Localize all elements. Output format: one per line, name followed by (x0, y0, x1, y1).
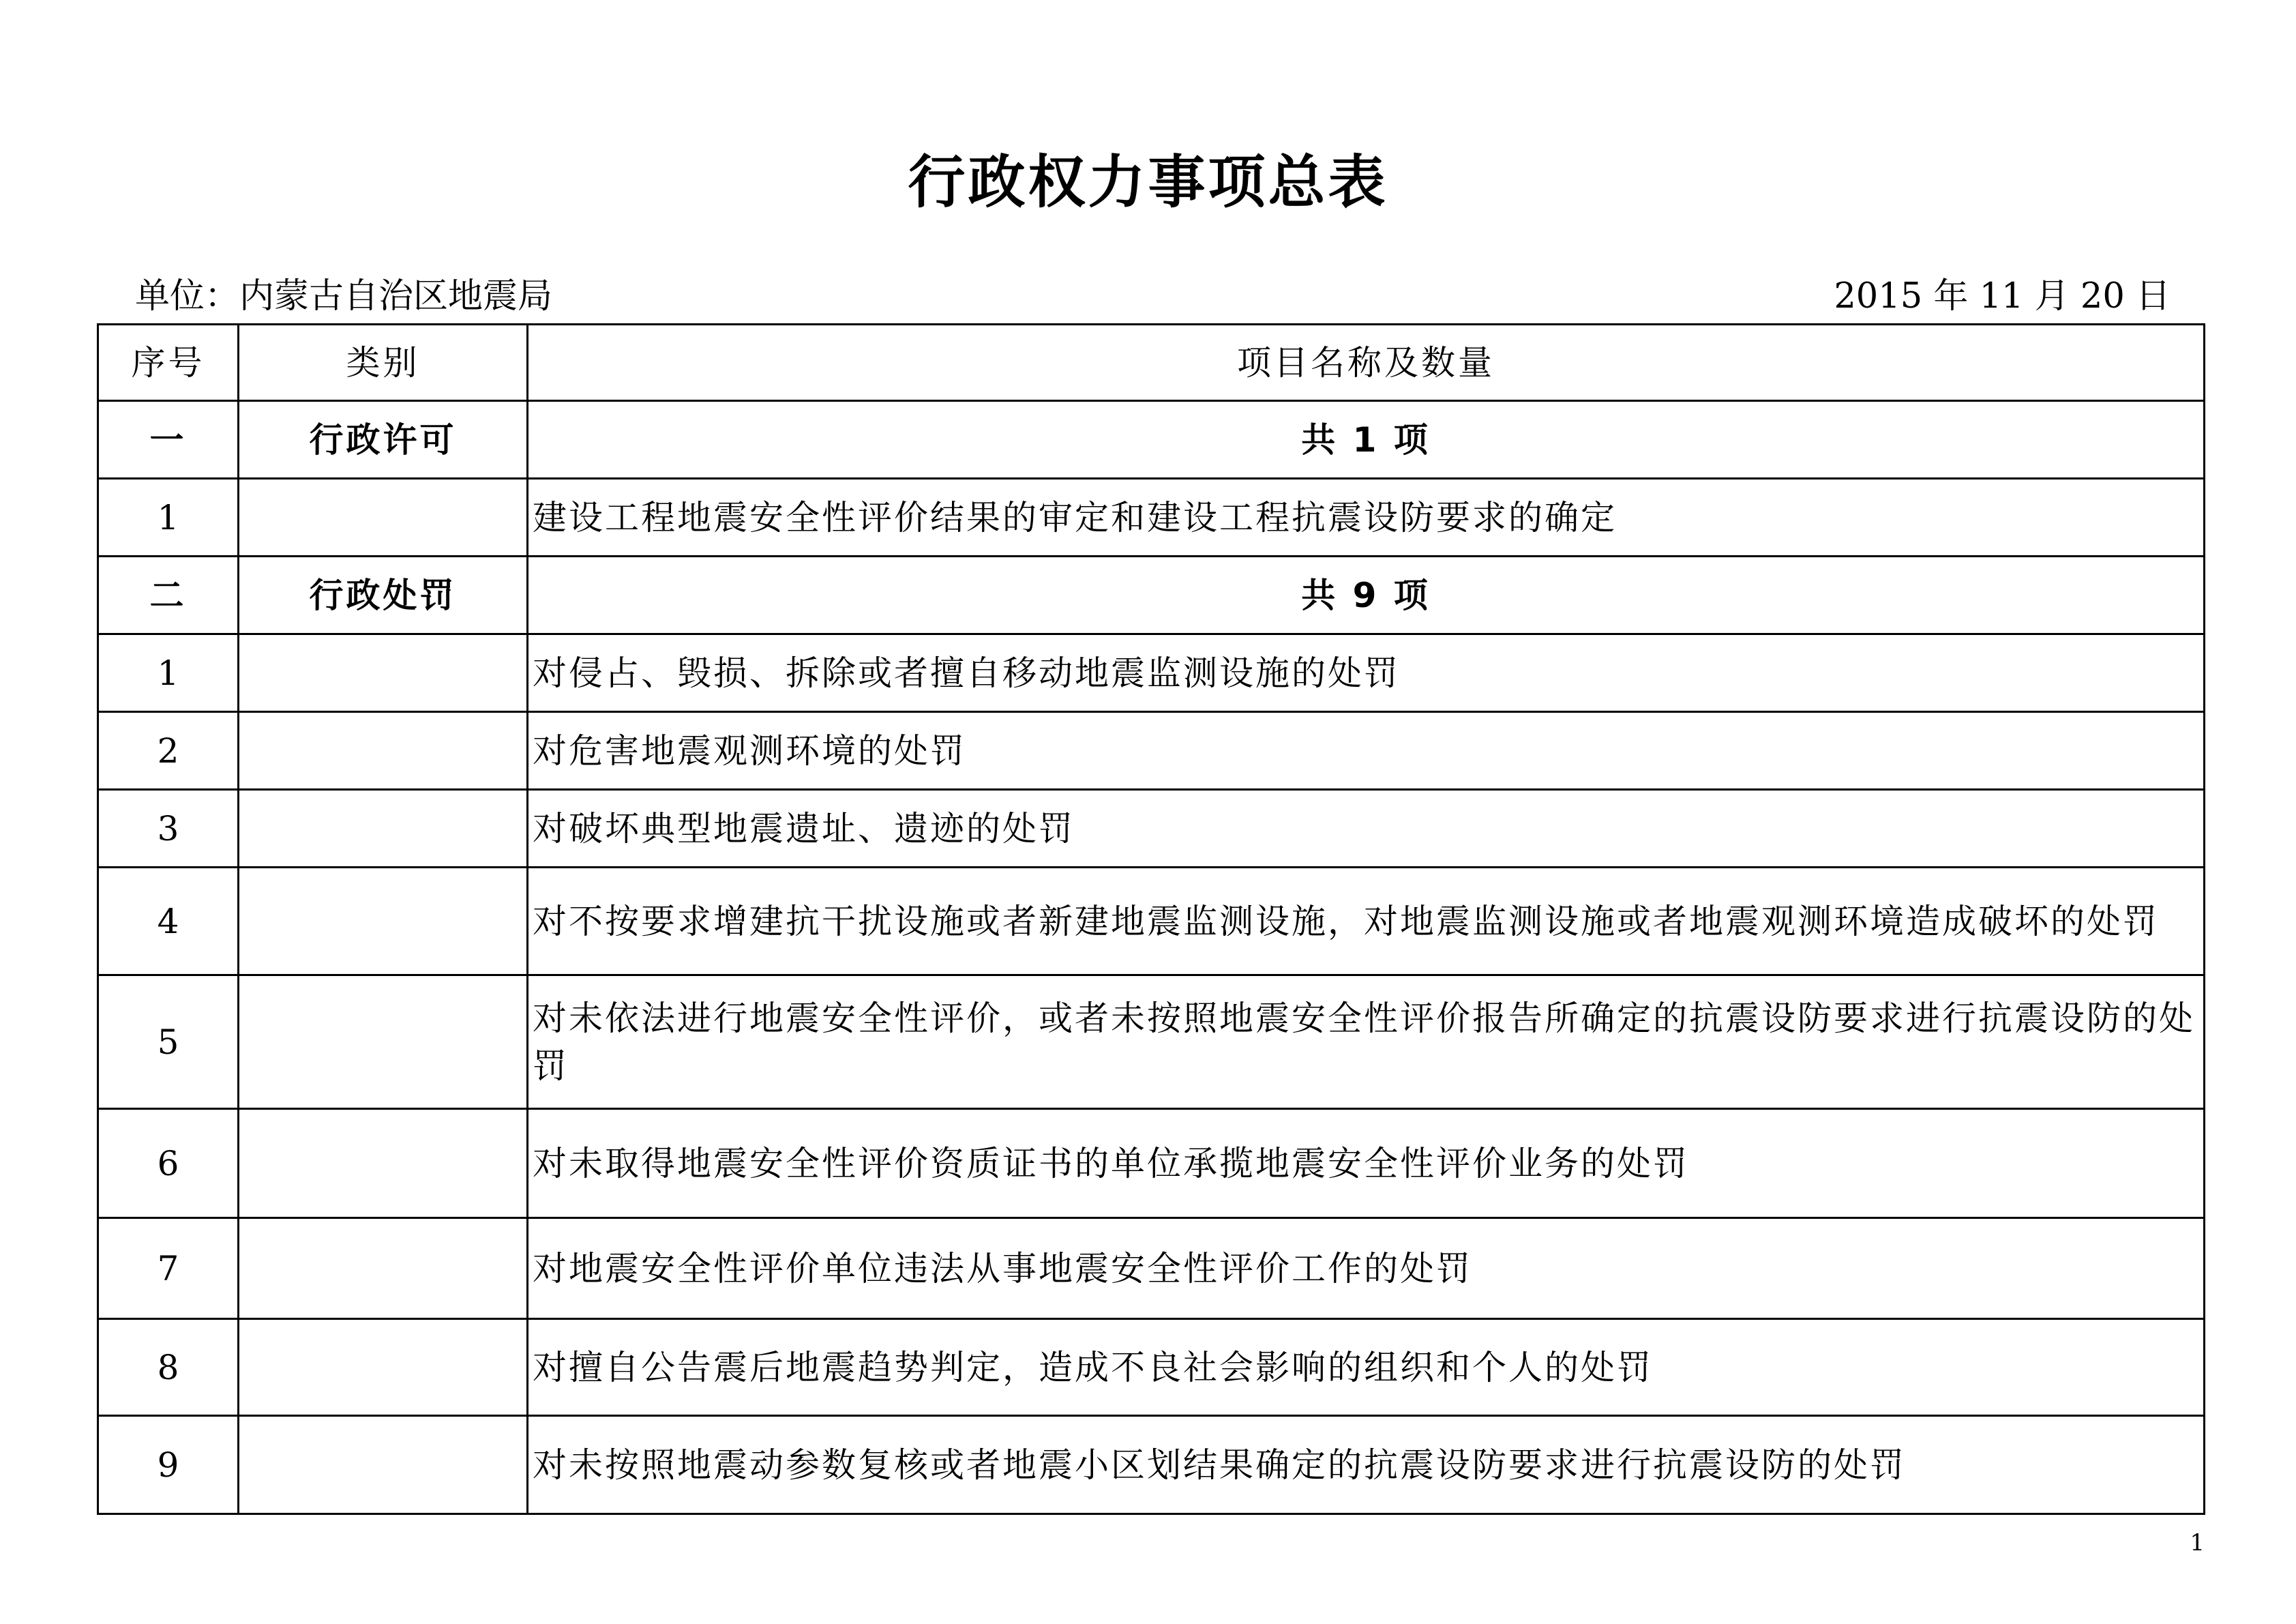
table-row (98, 1319, 2205, 1416)
item-name: 对地震安全性评价单位违法从事地震安全性评价工作的处罚 (528, 1218, 2205, 1319)
item-name: 对不按要求增建抗干扰设施或者新建地震监测设施，对地震监测设施或者地震观测环境造成破坏的处罚 (528, 868, 2205, 975)
item-number: 7 (98, 1218, 239, 1319)
power-items-table (97, 323, 2203, 1515)
item-category-cell (239, 479, 528, 557)
item-name: 对危害地震观测环境的处罚 (528, 712, 2205, 790)
category-count: 共 1 项 (528, 401, 2205, 479)
table-row (98, 1109, 2205, 1218)
item-number: 6 (98, 1109, 239, 1218)
item-name: 建设工程地震安全性评价结果的审定和建设工程抗震设防要求的确定 (528, 479, 2205, 557)
table-row (98, 479, 2205, 557)
table-row (98, 1416, 2205, 1514)
item-category-cell (239, 1109, 528, 1218)
table-row (98, 712, 2205, 790)
header-item-name: 项目名称及数量 (528, 325, 2205, 401)
item-number: 1 (98, 479, 239, 557)
category-index: 二 (98, 557, 239, 634)
unit-label: 单位：内蒙古自治区地震局 (135, 276, 553, 316)
item-number: 1 (98, 634, 239, 712)
item-number: 8 (98, 1319, 239, 1416)
table-row (98, 1218, 2205, 1319)
item-category-cell (239, 868, 528, 975)
item-name: 对未依法进行地震安全性评价，或者未按照地震安全性评价报告所确定的抗震设防要求进行抗震设防的处罚 (528, 975, 2205, 1109)
date-label: 2015 年 11 月 20 日 (1834, 276, 2171, 316)
page-number: 1 (2190, 1529, 2205, 1556)
item-category-cell (239, 1416, 528, 1514)
item-category-cell (239, 1319, 528, 1416)
category-name: 行政许可 (239, 401, 528, 479)
table-row (98, 868, 2205, 975)
item-number: 5 (98, 975, 239, 1109)
item-number: 3 (98, 790, 239, 868)
item-category-cell (239, 790, 528, 868)
category-row (98, 401, 2205, 479)
page-title: 行政权力事项总表 (908, 149, 1388, 216)
table-header-row (98, 325, 2205, 401)
item-name: 对未取得地震安全性评价资质证书的单位承揽地震安全性评价业务的处罚 (528, 1109, 2205, 1218)
item-number: 4 (98, 868, 239, 975)
category-count: 共 9 项 (528, 557, 2205, 634)
category-name: 行政处罚 (239, 557, 528, 634)
table-row (98, 790, 2205, 868)
category-row (98, 557, 2205, 634)
header-index: 序号 (98, 325, 239, 401)
table-row (98, 634, 2205, 712)
item-name: 对擅自公告震后地震趋势判定，造成不良社会影响的组织和个人的处罚 (528, 1319, 2205, 1416)
item-number: 9 (98, 1416, 239, 1514)
item-name: 对未按照地震动参数复核或者地震小区划结果确定的抗震设防要求进行抗震设防的处罚 (528, 1416, 2205, 1514)
item-name: 对破坏典型地震遗址、遗迹的处罚 (528, 790, 2205, 868)
table-row (98, 975, 2205, 1109)
item-category-cell (239, 975, 528, 1109)
item-category-cell (239, 1218, 528, 1319)
item-name: 对侵占、毁损、拆除或者擅自移动地震监测设施的处罚 (528, 634, 2205, 712)
category-index: 一 (98, 401, 239, 479)
item-number: 2 (98, 712, 239, 790)
header-category: 类别 (239, 325, 528, 401)
item-category-cell (239, 634, 528, 712)
item-category-cell (239, 712, 528, 790)
